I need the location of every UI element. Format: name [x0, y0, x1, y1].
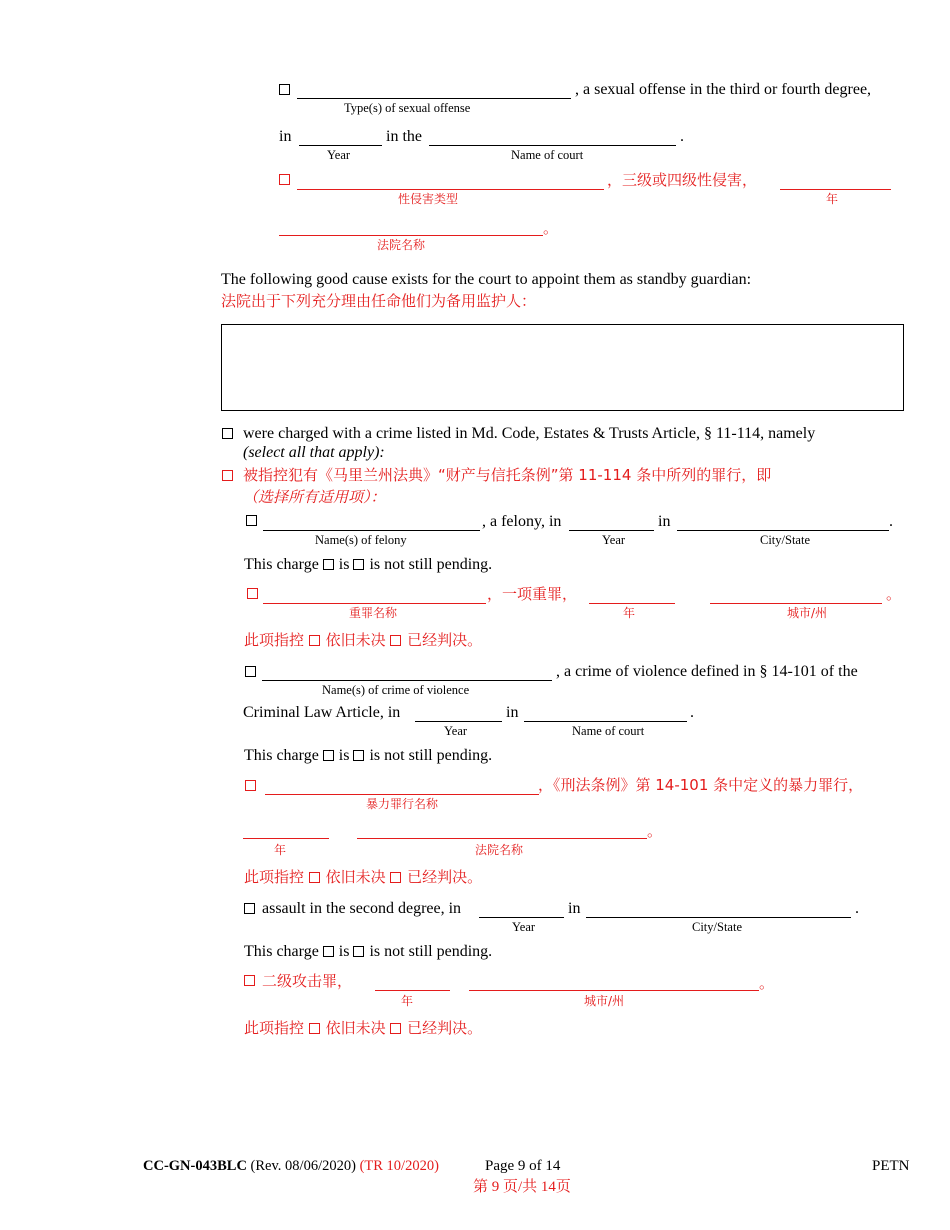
zh-charged-crime-select-note: （选择所有适用项）：	[243, 488, 386, 506]
assault-pending-text-b: is	[338, 943, 350, 960]
footer-page-number: Page 9 of 14	[485, 1158, 561, 1174]
zh-assault-pending-text-a: 此项指控	[244, 1019, 305, 1037]
zh-assault-pending-row	[244, 1019, 482, 1037]
zh-assault-text: 二级攻击罪，	[262, 972, 353, 990]
violence-year-field[interactable]	[415, 721, 502, 722]
violence-court-field[interactable]	[524, 721, 687, 722]
violence-pending-text-a: This charge	[244, 747, 319, 764]
violence-is-pending-checkbox[interactable]	[323, 750, 334, 761]
assault-in: in	[568, 900, 581, 917]
felony-period: .	[889, 513, 893, 530]
felony-year-field[interactable]	[569, 530, 654, 531]
assault-pending-row	[244, 943, 492, 961]
zh-sexual-offense-year-label: 年	[826, 192, 839, 206]
sexual-offense-court-field[interactable]	[429, 145, 676, 146]
zh-violence-text: ，《刑法条例》第 14-101 条中定义的暴力罪行，	[538, 776, 864, 794]
felony-name-field[interactable]	[263, 530, 480, 531]
violence-year-label: Year	[444, 724, 468, 738]
zh-violence-court-label: 法院名称	[475, 843, 524, 857]
zh-violence-court-field[interactable]	[357, 838, 647, 839]
sexual-offense-in: in	[279, 128, 292, 145]
violence-pending-text-c: is not still pending.	[369, 747, 493, 764]
good-cause-input-box[interactable]	[221, 324, 904, 411]
zh-violence-pending-text-c: 已经判决。	[407, 868, 483, 886]
violence-period: .	[690, 704, 694, 721]
zh-violence-pending-text-b: 依旧未决	[325, 868, 386, 886]
sexual-offense-year-field[interactable]	[299, 145, 382, 146]
zh-felony-city-field[interactable]	[710, 603, 882, 604]
zh-felony-year-label: 年	[623, 606, 636, 620]
sexual-offense-text: , a sexual offense in the third or fourth degree,	[575, 81, 872, 98]
zh-felony-checkbox[interactable]	[247, 588, 258, 599]
felony-checkbox[interactable]	[246, 515, 257, 526]
sexual-offense-in-the: in the	[386, 128, 422, 145]
zh-sexual-offense-type-field[interactable]	[297, 189, 604, 190]
violence-court-label: Name of court	[572, 724, 645, 738]
zh-violence-year-field[interactable]	[243, 838, 329, 839]
zh-sexual-offense-type-label: 性侵害类型	[398, 192, 459, 206]
assault-city-field[interactable]	[586, 917, 851, 918]
violence-pending-row	[244, 747, 492, 765]
zh-felony-not-pending-checkbox[interactable]	[390, 635, 401, 646]
zh-sexual-offense-end: 。	[543, 219, 559, 237]
footer-translation-rev: (TR 10/2020)	[359, 1158, 439, 1174]
felony-not-pending-checkbox[interactable]	[353, 559, 364, 570]
violence-name-label: Name(s) of crime of violence	[322, 683, 470, 697]
zh-violence-year-label: 年	[274, 843, 287, 857]
violence-line2: Criminal Law Article, in	[243, 704, 401, 721]
zh-felony-pending-text-b: 依旧未决	[325, 631, 386, 649]
zh-assault-pending-text-c: 已经判决。	[407, 1019, 483, 1037]
zh-assault-is-pending-checkbox[interactable]	[309, 1023, 320, 1034]
zh-sexual-offense-checkbox[interactable]	[279, 174, 290, 185]
zh-violence-pending-text-a: 此项指控	[244, 868, 305, 886]
assault-year-label: Year	[512, 920, 536, 934]
zh-felony-mid-text: ，一项重罪，	[487, 585, 578, 603]
zh-violence-pending-row	[244, 868, 482, 886]
assault-checkbox[interactable]	[244, 903, 255, 914]
zh-sexual-offense-court-label: 法院名称	[377, 238, 426, 252]
zh-assault-pending-text-b: 依旧未决	[325, 1019, 386, 1037]
good-cause-text: The following good cause exists for the court to appoint them as standby guardian:	[221, 271, 752, 288]
zh-assault-city-field[interactable]	[469, 990, 759, 991]
felony-pending-row	[244, 556, 492, 574]
zh-violence-end: 。	[647, 822, 663, 840]
felony-mid-text: , a felony, in	[482, 513, 562, 530]
charged-crime-select-note: (select all that apply):	[243, 444, 385, 461]
felony-is-pending-checkbox[interactable]	[323, 559, 334, 570]
zh-assault-not-pending-checkbox[interactable]	[390, 1023, 401, 1034]
zh-assault-end: 。	[759, 974, 775, 992]
assault-period: .	[855, 900, 859, 917]
footer-form-code: PETN	[872, 1158, 910, 1174]
zh-violence-is-pending-checkbox[interactable]	[309, 872, 320, 883]
violence-checkbox[interactable]	[245, 666, 256, 677]
felony-pending-text-b: is	[338, 556, 350, 573]
zh-felony-pending-text-a: 此项指控	[244, 631, 305, 649]
zh-charged-crime-text: 被指控犯有《马里兰州法典》“财产与信托条例”第 11-114 条中所列的罪行，即	[243, 466, 772, 484]
footer-zh-page-number: 第 9 页/共 14页	[473, 1179, 571, 1195]
felony-in: in	[658, 513, 671, 530]
zh-sexual-offense-year-field[interactable]	[780, 189, 891, 190]
zh-felony-is-pending-checkbox[interactable]	[309, 635, 320, 646]
felony-pending-text-a: This charge	[244, 556, 319, 573]
assault-pending-text-a: This charge	[244, 943, 319, 960]
assault-text: assault in the second degree, in	[262, 900, 462, 917]
zh-felony-year-field[interactable]	[589, 603, 675, 604]
felony-pending-text-c: is not still pending.	[369, 556, 493, 573]
assault-not-pending-checkbox[interactable]	[353, 946, 364, 957]
zh-felony-name-label: 重罪名称	[349, 606, 398, 620]
zh-charged-crime-checkbox[interactable]	[222, 470, 233, 481]
zh-assault-year-field[interactable]	[375, 990, 450, 991]
zh-assault-city-label: 城市/州	[584, 994, 625, 1008]
zh-felony-end: 。	[886, 585, 902, 603]
zh-assault-year-label: 年	[401, 994, 414, 1008]
charged-crime-text: were charged with a crime listed in Md. Code, Estates & Trusts Article, § 11-114, namely	[243, 425, 816, 442]
sexual-offense-year-label: Year	[327, 148, 351, 162]
zh-good-cause-text: 法院出于下列充分理由任命他们为备用监护人：	[221, 292, 537, 310]
footer-form-id: CC-GN-043BLC	[143, 1158, 247, 1174]
sexual-offense-court-label: Name of court	[511, 148, 584, 162]
felony-year-label: Year	[602, 533, 626, 547]
zh-violence-name-label: 暴力罪行名称	[366, 797, 439, 811]
zh-violence-checkbox[interactable]	[245, 780, 256, 791]
footer-form-info	[143, 1158, 439, 1175]
zh-assault-checkbox[interactable]	[244, 975, 255, 986]
felony-name-label: Name(s) of felony	[315, 533, 407, 547]
zh-sexual-offense-text: ，三级或四级性侵害，	[607, 171, 758, 189]
violence-pending-text-b: is	[338, 747, 350, 764]
assault-pending-text-c: is not still pending.	[369, 943, 493, 960]
sexual-offense-type-field[interactable]	[297, 98, 571, 99]
assault-year-field[interactable]	[479, 917, 564, 918]
sexual-offense-period: .	[680, 128, 684, 145]
assault-is-pending-checkbox[interactable]	[323, 946, 334, 957]
sexual-offense-type-label: Type(s) of sexual offense	[344, 101, 471, 115]
footer-revision: (Rev. 08/06/2020)	[250, 1158, 356, 1174]
violence-text: , a crime of violence defined in § 14-101 of the	[556, 663, 858, 680]
zh-sexual-offense-court-field[interactable]	[279, 235, 543, 236]
zh-felony-pending-text-c: 已经判决。	[407, 631, 483, 649]
zh-felony-name-field[interactable]	[263, 603, 486, 604]
violence-in: in	[506, 704, 519, 721]
felony-city-label: City/State	[760, 533, 810, 547]
felony-city-field[interactable]	[677, 530, 889, 531]
zh-felony-pending-row	[244, 631, 482, 649]
zh-violence-not-pending-checkbox[interactable]	[390, 872, 401, 883]
charged-crime-checkbox[interactable]	[222, 428, 233, 439]
assault-city-label: City/State	[692, 920, 742, 934]
violence-not-pending-checkbox[interactable]	[353, 750, 364, 761]
sexual-offense-checkbox[interactable]	[279, 84, 290, 95]
zh-felony-city-label: 城市/州	[787, 606, 828, 620]
zh-violence-name-field[interactable]	[265, 794, 539, 795]
violence-name-field[interactable]	[262, 680, 552, 681]
